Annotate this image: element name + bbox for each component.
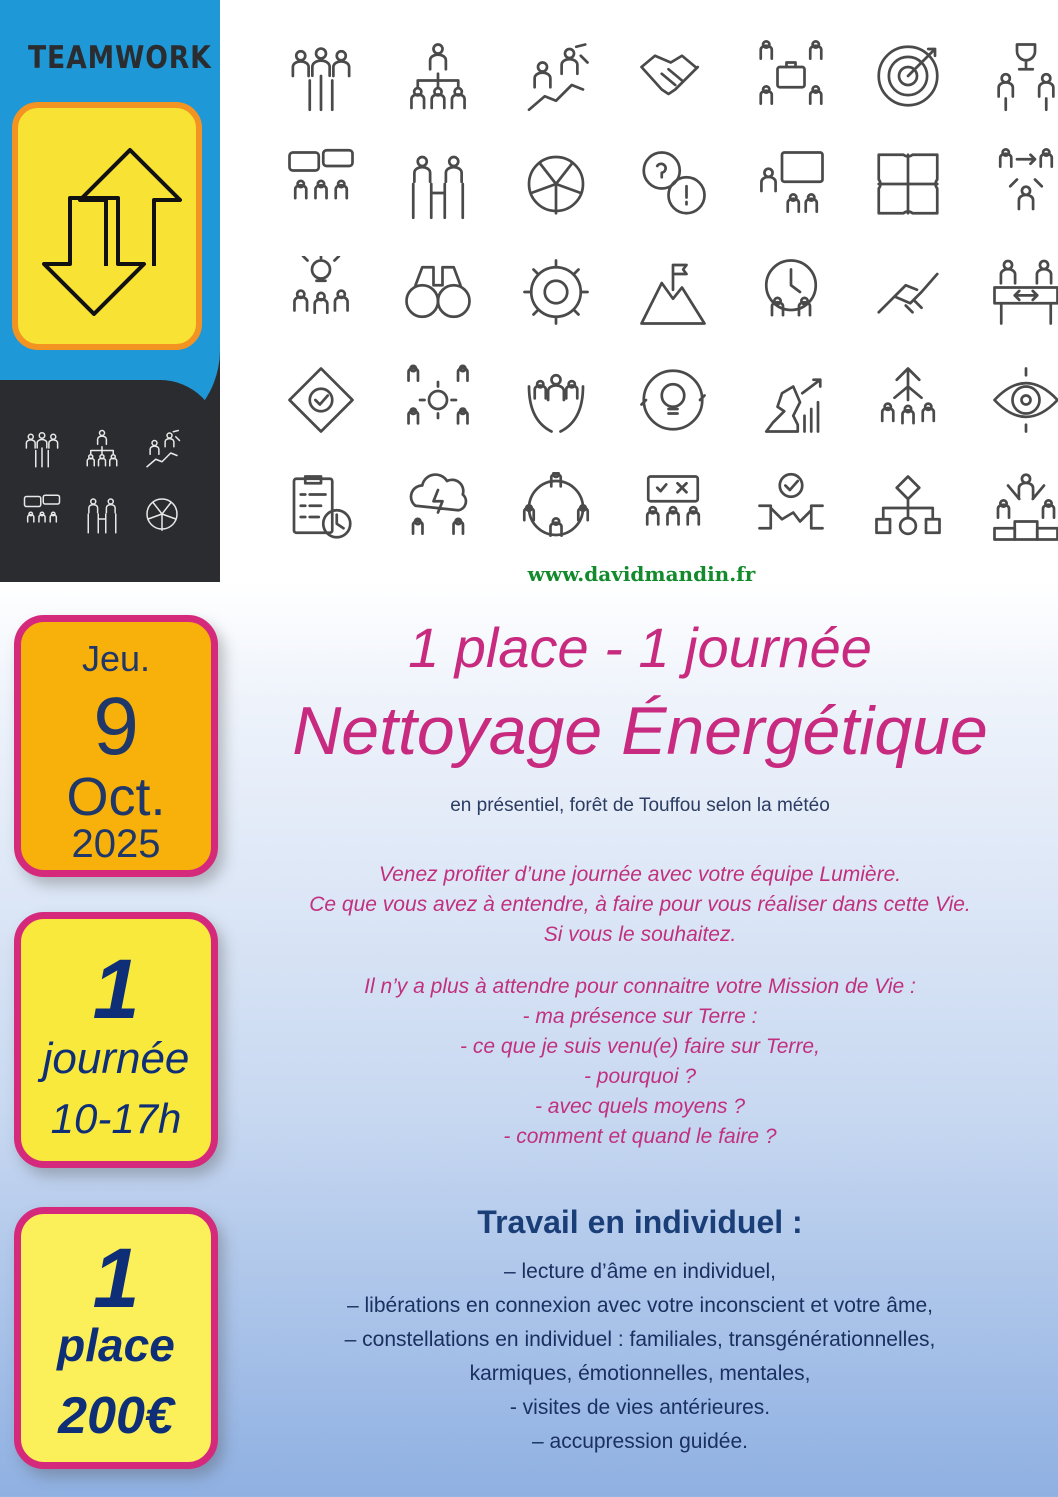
headline-title: Nettoyage Énergétique	[292, 693, 988, 769]
date-card	[14, 615, 218, 877]
teamwork-icon-grid	[262, 40, 1042, 580]
brainstorm-cloud-icon	[402, 472, 474, 544]
duration-card	[14, 912, 218, 1168]
idea-team-icon	[285, 256, 357, 328]
chess-growth-icon	[732, 364, 850, 472]
mission-line: - avec quels moyens ?	[534, 1095, 746, 1118]
date-day-number: 9	[93, 681, 139, 772]
hands-support-icon	[497, 364, 615, 472]
exchange-people-icon	[967, 148, 1058, 256]
lightbulb-cycle-icon	[637, 364, 709, 436]
mission-line: - ma présence sur Terre :	[522, 1005, 758, 1028]
price-seat-number: 1	[92, 1231, 140, 1325]
binoculars-icon	[402, 256, 474, 328]
chat-group-icon	[285, 148, 357, 220]
duration-hours: 10-17h	[50, 1095, 182, 1142]
work-list-item: karmiques, émotionnelles, mentales,	[469, 1362, 811, 1385]
presentation-icon	[732, 148, 850, 256]
hands-circle-icon	[497, 148, 615, 256]
hands-circle-check-icon	[285, 364, 357, 436]
binoculars-icon	[380, 256, 498, 364]
hands-circle-icon	[520, 148, 592, 220]
arrow-up-team-icon	[872, 364, 944, 436]
clock-team-icon	[732, 256, 850, 364]
org-chart-icon	[380, 40, 498, 148]
gear-network-icon	[380, 364, 498, 472]
team-meeting-icon	[82, 494, 122, 534]
mountain-flag-icon	[637, 256, 709, 328]
org-chart-icon	[402, 40, 474, 112]
invite-line: Ce que vous avez à entendre, à faire pour vous réaliser dans cette Vie.	[309, 893, 971, 916]
team-meeting-icon	[402, 148, 474, 220]
work-list-item: – accupression guidée.	[532, 1430, 748, 1453]
price-card	[14, 1207, 218, 1469]
org-chart-icon	[82, 428, 122, 468]
arrow-up-team-icon	[850, 364, 968, 472]
podium-winner-icon	[990, 472, 1058, 544]
mission-line: - comment et quand le faire ?	[503, 1125, 777, 1148]
question-exclamation-icon	[637, 148, 709, 220]
gear-team-icon	[520, 256, 592, 328]
work-list-item: – constellations en individuel : familiales, transgénérationnelles,	[344, 1328, 936, 1351]
clock-team-icon	[755, 256, 827, 328]
teamwork-banner	[0, 0, 1058, 586]
invite-paragraph	[240, 860, 1040, 950]
headline-subtitle: 1 place - 1 journée	[408, 616, 872, 679]
trophy-team-icon	[990, 40, 1058, 112]
date-weekday: Jeu.	[81, 638, 151, 679]
hands-circle-check-icon	[262, 364, 380, 472]
hand-grip-icon	[872, 256, 944, 328]
clipboard-clock-icon	[285, 472, 357, 544]
eye-target-icon	[967, 364, 1058, 472]
work-list	[240, 1255, 1040, 1459]
group-people-icon	[22, 428, 62, 468]
banner-side-panel	[0, 0, 220, 582]
lightbulb-cycle-icon	[615, 364, 733, 472]
mini-icon-grid	[22, 428, 202, 534]
mission-line: Il n’y a plus à attendre pour connaitre votre Mission de Vie :	[364, 975, 916, 998]
teamwork-title: TEAMWORK	[28, 40, 212, 76]
puzzle-icon	[850, 148, 968, 256]
mission-paragraph	[240, 972, 1040, 1152]
work-list-item: – lecture d’âme en individuel,	[504, 1260, 776, 1283]
duration-unit: journée	[42, 1034, 190, 1083]
price-seat-unit: place	[57, 1319, 175, 1371]
teamwork-climb-icon	[520, 40, 592, 112]
exchange-people-icon	[990, 148, 1058, 220]
location-text: en présentiel, forêt de Touffou selon la météo	[450, 795, 830, 816]
chat-group-icon	[22, 494, 62, 534]
price-amount: 200€	[58, 1387, 174, 1445]
team-meeting-icon	[380, 148, 498, 256]
people-exchange-board-icon	[990, 256, 1058, 328]
mission-line: - ce que je suis venu(e) faire sur Terre,	[460, 1035, 820, 1058]
team-briefcase-icon	[732, 40, 850, 148]
target-arrow-icon	[850, 40, 968, 148]
question-exclamation-icon	[615, 148, 733, 256]
date-year: 2025	[71, 822, 161, 866]
duration-number: 1	[92, 942, 140, 1036]
swap-arrows-icon	[32, 136, 182, 316]
team-cycle-icon	[520, 472, 592, 544]
invite-line: Si vous le souhaitez.	[543, 923, 737, 946]
handshake-icon	[637, 40, 709, 112]
invite-line: Venez profiter d’une journée avec votre équipe Lumière.	[378, 863, 902, 886]
work-section-title: Travail en individuel :	[477, 1204, 803, 1240]
teamwork-climb-icon	[142, 428, 182, 468]
mission-line: - pourquoi ?	[583, 1065, 697, 1088]
work-list-item: – libérations en connexion avec votre inconscient et votre âme,	[346, 1294, 933, 1317]
date-month: Oct.	[66, 767, 166, 827]
handshake-icon	[615, 40, 733, 148]
gear-network-icon	[402, 364, 474, 436]
mountain-flag-icon	[615, 256, 733, 364]
teamwork-climb-icon	[497, 40, 615, 148]
team-briefcase-icon	[755, 40, 827, 112]
idea-team-icon	[262, 256, 380, 364]
handshake-check-icon	[755, 472, 827, 544]
work-list-item: - visites de vies antérieures.	[509, 1396, 771, 1419]
website-link[interactable]: www.davidmandin.fr	[527, 562, 756, 586]
group-people-icon	[285, 40, 357, 112]
hands-support-icon	[520, 364, 592, 436]
group-people-icon	[262, 40, 380, 148]
vote-board-icon	[637, 472, 709, 544]
arrows-card	[12, 102, 202, 350]
gear-team-icon	[497, 256, 615, 364]
target-arrow-icon	[872, 40, 944, 112]
chess-growth-icon	[755, 364, 827, 436]
presentation-icon	[755, 148, 827, 220]
people-exchange-board-icon	[967, 256, 1058, 364]
chat-group-icon	[262, 148, 380, 256]
puzzle-icon	[872, 148, 944, 220]
trophy-team-icon	[967, 40, 1058, 148]
flowchart-icon	[872, 472, 944, 544]
hand-grip-icon	[850, 256, 968, 364]
eye-target-icon	[990, 364, 1058, 436]
hands-circle-icon	[142, 494, 182, 534]
